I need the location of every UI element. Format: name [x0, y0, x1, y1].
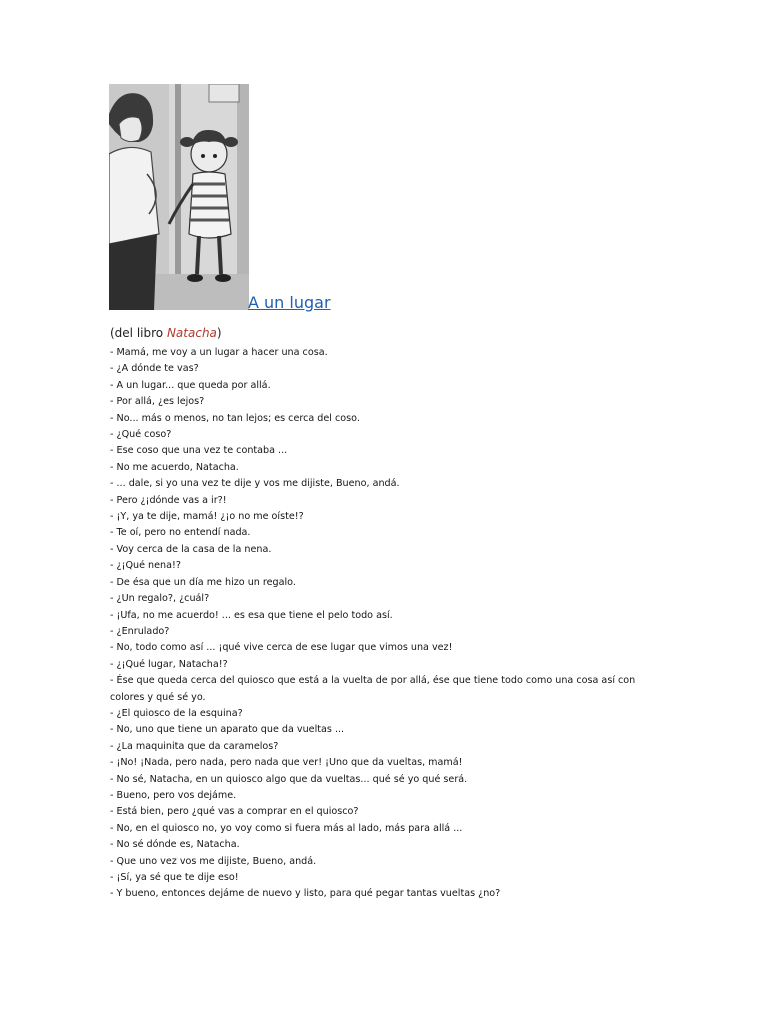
dialogue-line: - Por allá, ¿es lejos? — [110, 396, 205, 408]
dialogue-line: - ¿El quiosco de la esquina? — [110, 707, 243, 719]
dialogue-line: - No, uno que tiene un aparato que da vueltas ... — [110, 724, 345, 736]
dialogue-line: - Voy cerca de la casa de la nena. — [110, 543, 272, 555]
dialogue-line: - ¿Enrulado? — [110, 625, 170, 637]
dialogue-line: - ¿¡Qué nena!? — [110, 560, 181, 572]
dialogue-line: - Está bien, pero ¿qué vas a comprar en el quiosco? — [110, 806, 359, 818]
dialogue-line: - Bueno, pero vos dejáme. — [110, 789, 237, 801]
dialogue-line: - A un lugar... que queda por allá. — [110, 379, 271, 391]
story-illustration — [109, 84, 249, 310]
dialogue-line: - ¡Ufa, no me acuerdo! ... es esa que tiene el pelo todo así. — [110, 609, 393, 621]
dialogue-line: - De ésa que un día me hizo un regalo. — [110, 576, 296, 588]
dialogue-list — [110, 345, 670, 903]
dialogue-line: - Ese coso que una vez te contaba ... — [110, 445, 288, 457]
source-suffix: ) — [216, 326, 222, 340]
dialogue-line: - ¡Y, ya te dije, mamá! ¿¡o no me oíste!? — [110, 511, 304, 523]
book-source — [110, 326, 222, 340]
dialogue-line: - No me acuerdo, Natacha. — [110, 461, 239, 473]
dialogue-line: - No... más o menos, no tan lejos; es cerca del coso. — [110, 412, 360, 424]
dialogue-line: - ¿A dónde te vas? — [110, 363, 199, 375]
dialogue-line: - ¿La maquinita que da caramelos? — [110, 740, 279, 752]
dialogue-line: - ¿Un regalo?, ¿cuál? — [110, 593, 210, 605]
dialogue-line: - Mamá, me voy a un lugar a hacer una cosa. — [110, 347, 328, 358]
dialogue-line: - ¿Qué coso? — [110, 429, 172, 441]
dialogue-line: - Te oí, pero no entendí nada. — [110, 527, 251, 539]
dialogue-line: - No sé dónde es, Natacha. — [110, 839, 240, 851]
dialogue-line: - ¡No! ¡Nada, pero nada, pero nada que ver! ¡Uno que da vueltas, mamá! — [110, 757, 463, 769]
dialogue-line: - No sé, Natacha, en un quiosco algo que da vueltas... qué sé yo qué será. — [110, 773, 468, 785]
dialogue-line: - ... dale, si yo una vez te dije y vos me dijiste, Bueno, andá. — [110, 478, 400, 490]
story-title[interactable]: A un lugar — [248, 293, 331, 312]
book-title: Natacha — [166, 326, 217, 340]
dialogue-line: - ¿¡Qué lugar, Natacha!? — [110, 658, 228, 670]
dialogue-line: - Pero ¿¡dónde vas a ir?! — [110, 494, 227, 506]
dialogue-line: - No, en el quiosco no, yo voy como si fuera más al lado, más para allá ... — [110, 822, 463, 834]
dialogue-line: - Ése que queda cerca del quiosco que está a la vuelta de por allá, ése que tiene todo como una cosa así con colores y qué sé yo. — [110, 675, 636, 703]
source-prefix: (del libro — [110, 326, 167, 340]
dialogue-line: - Que uno vez vos me dijiste, Bueno, andá. — [110, 855, 317, 867]
dialogue-line: - Y bueno, entonces dejáme de nuevo y listo, para qué pegar tantas vueltas ¿no? — [110, 888, 501, 900]
dialogue-line: - No, todo como así ... ¡qué vive cerca de ese lugar que vimos una vez! — [110, 642, 453, 654]
dialogue-line: - ¡Sí, ya sé que te dije eso! — [110, 872, 239, 883]
